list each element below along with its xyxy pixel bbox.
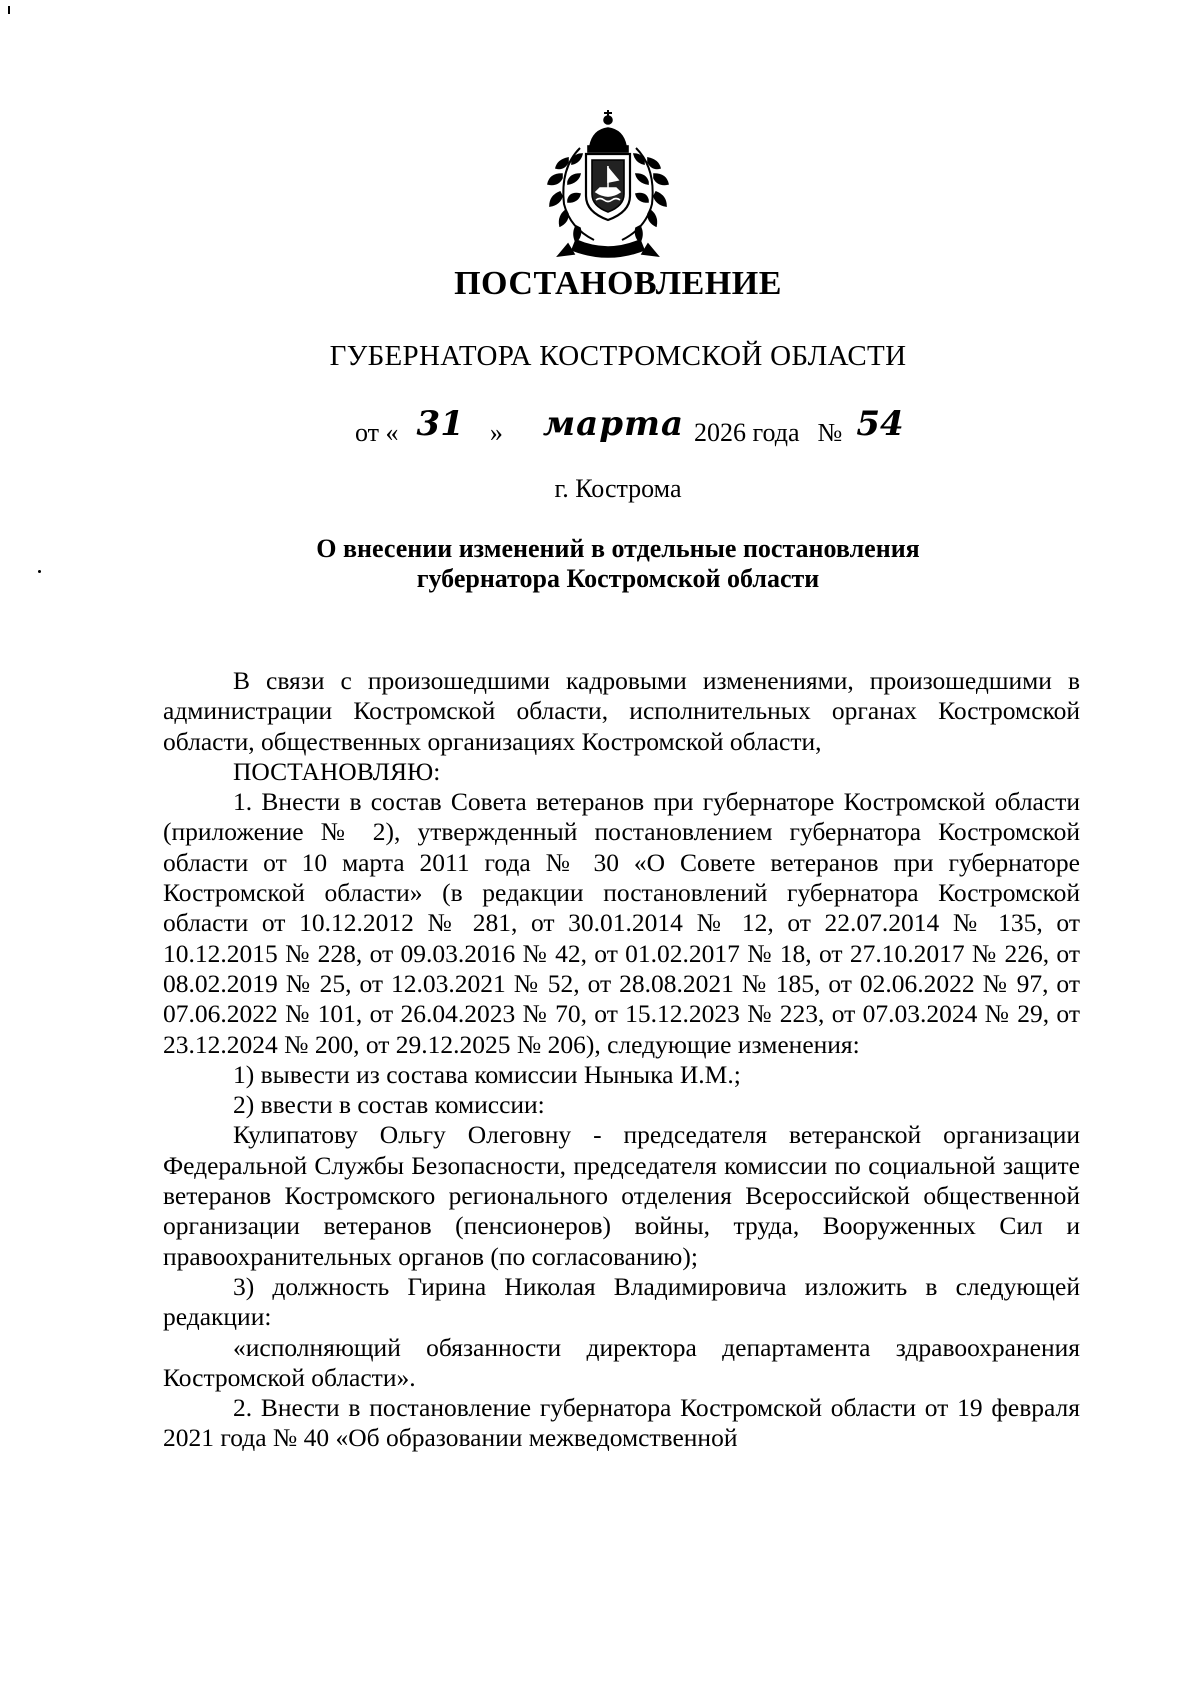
- item-1-2-text-paragraph: Кулипатову Ольгу Олеговну - председателя ветеранской организации Федеральной Службы Безопасности, председателя комиссии по социальной защите ветеранов Костромского регионального отделения Всероссийской общественной организации ветеранов (пенсионеров) войны, труда, Вооруженных Сил и правоохранительных органов (по согласованию);: [163, 1120, 1080, 1271]
- date-prefix: от «: [355, 418, 399, 447]
- document-subject: [0, 534, 1200, 594]
- document-body: [163, 666, 1080, 1454]
- date-day-close: »: [489, 418, 503, 447]
- item-1-1-paragraph: 1) вывести из состава комиссии Ныныка И.М.;: [233, 1059, 741, 1089]
- subject-line-1: О внесении изменений в отдельные постановления: [316, 534, 920, 563]
- document-date-line: [355, 404, 904, 450]
- item-1-3-paragraph: 3) должность Гирина Николая Владимировича изложить в следующей редакции:: [163, 1271, 1080, 1332]
- preamble-paragraph: В связи с произошедшими кадровыми изменениями, произошедшими в администрации Костромской области, исполнительных органах Костромской области, общественных организациях Костромской области,: [163, 666, 1080, 756]
- document-title: ПОСТАНОВЛЕНИЕ: [454, 265, 782, 302]
- item-1-paragraph: 1. Внести в состав Совета ветеранов при губернаторе Костромской области (приложение № 2), утвержденный постановлением губернатора Костромской области от 10 марта 2011 года № 30 «О Совете ветеранов при губернаторе Костромской области» (в редакции постановлений губернатора Костромской области от 10.12.2012 № 281, от 30.01.2014 № 12, от 22.07.2014 № 135, от 10.12.2015 № 228, от 09.03.2016 № 42, от 01.02.2017 № 18, от 27.10.2017 № 226, от 08.02.2019 № 25, от 12.03.2021 № 52, от 28.08.2021 № 185, от 02.06.2022 № 97, от 07.06.2022 № 101, от 26.04.2023 № 70, от 15.12.2023 № 223, от 07.03.2024 № 29, от 23.12.2024 № 200, от 29.12.2025 № 206), следующие изменения:: [163, 787, 1080, 1059]
- document-number-handwritten: 54: [856, 404, 904, 444]
- subject-line-2: губернатора Костромской области: [416, 564, 820, 593]
- number-label: №: [817, 418, 843, 447]
- resolve-heading: ПОСТАНОВЛЯЮ:: [233, 756, 441, 786]
- item-1-2-paragraph: 2) ввести в состав комиссии:: [233, 1090, 545, 1120]
- item-1-3-text-paragraph: «исполняющий обязанности директора департамента здравоохранения Костромской области».: [163, 1332, 1080, 1392]
- date-year: 2026 года: [694, 418, 800, 447]
- date-month-handwritten: марта: [542, 404, 684, 444]
- kostroma-coat-of-arms-icon: [538, 108, 678, 260]
- date-day-handwritten: 31: [416, 404, 464, 444]
- scan-mark: [8, 6, 10, 14]
- item-2-paragraph: 2. Внести в постановление губернатора Костромской области от 19 февраля 2021 года № 40 «Об образовании межведомственной: [163, 1393, 1080, 1453]
- document-authority: ГУБЕРНАТОРА КОСТРОМСКОЙ ОБЛАСТИ: [329, 340, 907, 372]
- document-city: г. Кострома: [554, 474, 682, 503]
